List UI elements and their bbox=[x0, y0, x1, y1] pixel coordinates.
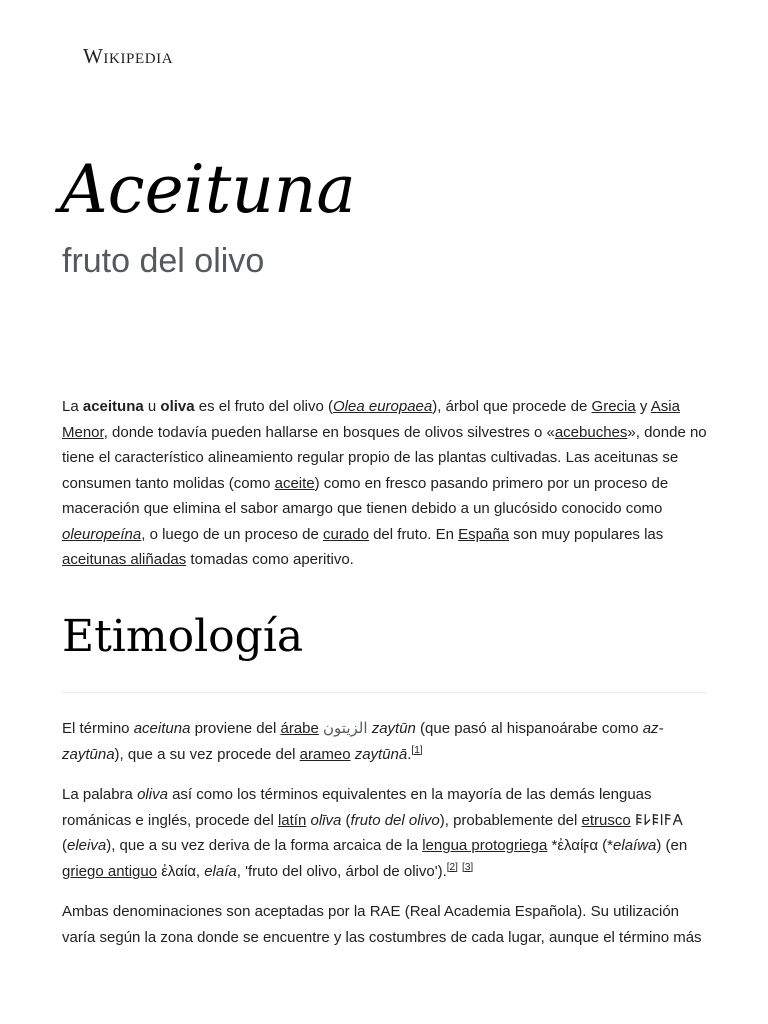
section-divider bbox=[62, 692, 707, 693]
etruscan-word: 𐌄𐌋𐌄𐌉𐌅𐌀 bbox=[634, 811, 684, 829]
text: El término bbox=[62, 720, 134, 737]
text: . bbox=[407, 745, 412, 763]
text: tomadas como aperitivo. bbox=[186, 551, 354, 568]
text: ), que a su vez deriva de la forma arcaica de la bbox=[106, 837, 423, 854]
etymology-paragraph-3: Ambas denominaciones son aceptadas por la RAE (Real Academia Española). Su utilización varía según la zona donde se encuentre y las costumbres de cada lugar, aunque el término más bbox=[62, 903, 702, 946]
text: y bbox=[635, 398, 651, 415]
text: son muy populares las bbox=[509, 525, 664, 543]
text: ἐλαία, bbox=[157, 862, 205, 880]
arabic-word: الزيتون bbox=[323, 720, 368, 737]
text: proviene del bbox=[190, 720, 281, 737]
text: La palabra bbox=[62, 786, 138, 803]
etymology-section bbox=[62, 716, 707, 965]
italic-term: fruto del olivo bbox=[350, 811, 440, 829]
link-etrusco[interactable]: etrusco bbox=[581, 811, 631, 829]
page-title: Aceituna bbox=[60, 151, 356, 228]
text: La bbox=[62, 398, 83, 415]
intro-paragraph bbox=[62, 394, 707, 573]
italic-term: oliva bbox=[137, 786, 168, 803]
link-arameo[interactable]: arameo bbox=[299, 745, 351, 763]
page-subtitle: fruto del olivo bbox=[62, 242, 265, 280]
text: ( bbox=[341, 811, 351, 829]
italic-term: az-zaytūna bbox=[62, 720, 664, 763]
text: del fruto. En bbox=[368, 525, 459, 543]
text: , donde todavía pueden hallarse en bosques de olivos silvestres o « bbox=[103, 423, 555, 441]
text: ), árbol que procede de bbox=[432, 398, 592, 415]
etymology-paragraph-1 bbox=[62, 716, 707, 767]
reference-2[interactable]: [2] bbox=[446, 861, 458, 873]
italic-term: olīva bbox=[310, 811, 342, 829]
bold-term: aceituna bbox=[82, 398, 144, 415]
link-acebuches[interactable]: acebuches bbox=[554, 423, 628, 441]
link-arabe[interactable]: árabe bbox=[280, 720, 319, 737]
italic-term: zaytūn bbox=[371, 720, 416, 737]
text: , 'fruto del olivo, árbol de olivo'). bbox=[236, 862, 447, 880]
text: es el fruto del olivo ( bbox=[194, 398, 333, 415]
etymology-paragraph-2 bbox=[62, 782, 707, 884]
link-olea-europaea[interactable]: Olea europaea bbox=[333, 398, 433, 415]
link-espana[interactable]: España bbox=[458, 525, 510, 543]
link-grecia[interactable]: Grecia bbox=[591, 398, 636, 415]
text: , o luego de un proceso de bbox=[141, 525, 324, 543]
italic-term: zaytūnā bbox=[354, 745, 408, 763]
link-curado[interactable]: curado bbox=[323, 525, 369, 543]
link-aceitunas-alinadas[interactable]: aceitunas aliñadas bbox=[62, 551, 187, 568]
reference-1[interactable]: [1] bbox=[411, 744, 423, 756]
text: ( bbox=[62, 837, 67, 854]
intro-section bbox=[62, 394, 707, 573]
text: (que pasó al hispanoárabe como bbox=[415, 720, 643, 737]
text: u bbox=[143, 398, 161, 415]
text: *ἐλαίϝα (* bbox=[547, 837, 614, 854]
reference-3[interactable]: [3] bbox=[462, 861, 474, 873]
link-aceite[interactable]: aceite bbox=[274, 474, 315, 492]
link-lengua-protogriega[interactable]: lengua protogriega bbox=[422, 837, 548, 854]
link-oleuropeina[interactable]: oleuropeína bbox=[62, 525, 142, 543]
link-asia-menor[interactable]: Asia Menor bbox=[62, 398, 680, 441]
text: ) como en fresco pasando primero por un proceso de maceración que elimina el sabor amargo que tienen debido a un glucósido conocido como bbox=[62, 474, 669, 517]
section-heading-etimologia: Etimología bbox=[62, 611, 304, 662]
italic-term: eleiva bbox=[67, 837, 107, 854]
text: así como los términos equivalentes en la mayoría de las demás lenguas románicas e inglés, procede del bbox=[62, 786, 652, 829]
italic-term: elaía bbox=[204, 862, 237, 880]
link-griego-antiguo[interactable]: griego antiguo bbox=[62, 862, 158, 880]
link-latin[interactable]: latín bbox=[277, 811, 307, 829]
text: ), probablemente del bbox=[439, 811, 582, 829]
text: ) (en bbox=[656, 837, 688, 854]
wikipedia-logo[interactable]: Wikipedia bbox=[83, 44, 174, 68]
italic-term: elaíwa bbox=[613, 837, 657, 854]
bold-term: oliva bbox=[160, 398, 195, 415]
italic-term: aceituna bbox=[133, 720, 191, 737]
text: ), que a su vez procede del bbox=[114, 745, 300, 763]
text: », donde no tiene el característico alineamiento regular propio de las plantas cultivadas. Las aceitunas se consumen tanto molidas (como bbox=[62, 423, 707, 492]
